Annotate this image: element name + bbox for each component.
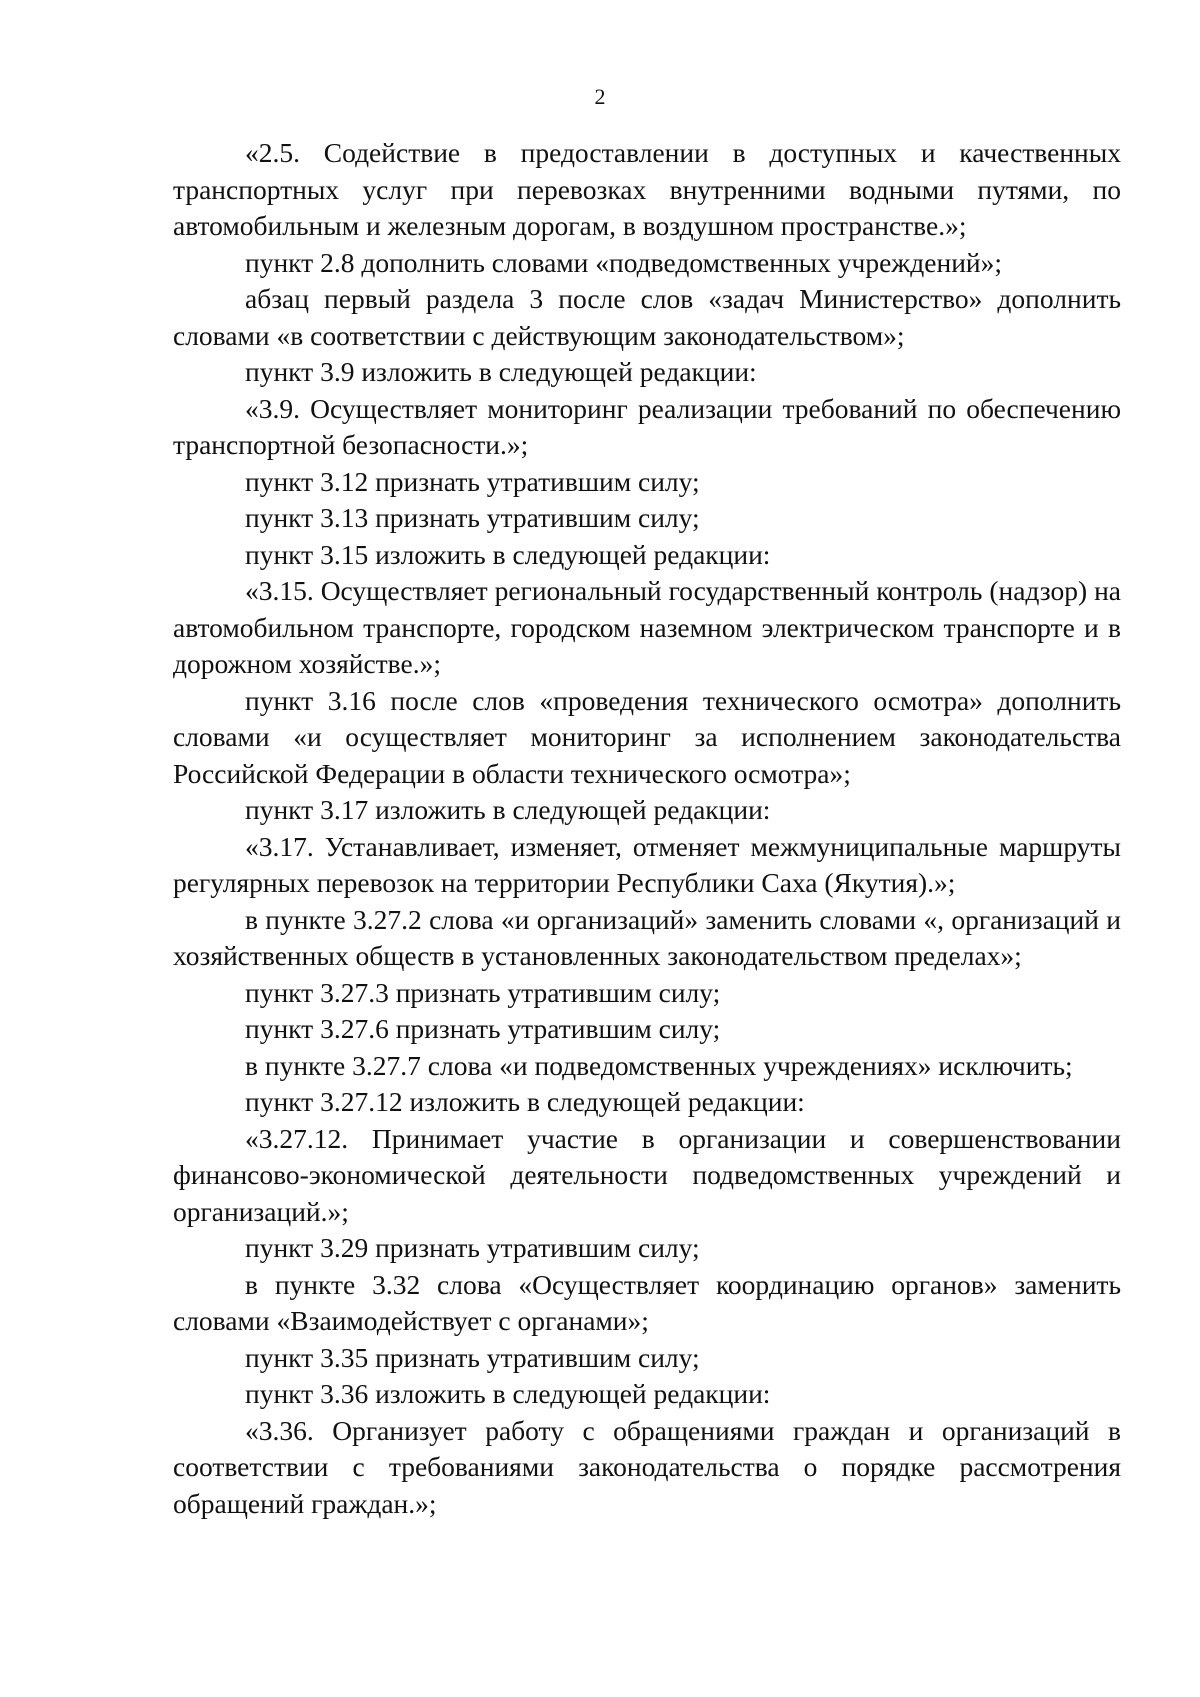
- document-body: [173, 135, 1121, 1522]
- page-number: 2: [594, 84, 606, 109]
- paragraph: пункт 2.8 дополнить словами «подведомственных учреждений»;: [245, 246, 1003, 278]
- paragraph: «3.27.12. Принимает участие в организации и совершенствовании финансово-экономической деятельности подведомственных учреждений и организаций.»;: [173, 1122, 1121, 1227]
- paragraph: в пункте 3.27.7 слова «и подведомственных учреждениях» исключить;: [245, 1049, 1073, 1081]
- paragraph: пункт 3.35 признать утратившим силу;: [245, 1341, 700, 1373]
- paragraph: «3.9. Осуществляет мониторинг реализации требований по обеспечению транспортной безопасности.»;: [173, 392, 1121, 460]
- paragraph: пункт 3.36 изложить в следующей редакции:: [245, 1378, 771, 1409]
- paragraph: «2.5. Содействие в предоставлении в доступных и качественных транспортных услуг при перевозках внутренними водными путями, по автомобильным и железным дорогам, в воздушном пространстве.»;: [173, 137, 1121, 241]
- paragraph: пункт 3.17 изложить в следующей редакции:: [245, 794, 771, 825]
- paragraph: в пункте 3.27.2 слова «и организаций» заменить словами «, организаций и хозяйственных обществ в установленных законодательством пределах»;: [173, 903, 1121, 971]
- paragraph: пункт 3.27.6 признать утратившим силу;: [245, 1013, 721, 1044]
- paragraph: пункт 3.13 признать утратившим силу;: [245, 502, 700, 533]
- paragraph: пункт 3.27.12 изложить в следующей редакции:: [245, 1086, 805, 1117]
- paragraph: в пункте 3.32 слова «Осуществляет координацию органов» заменить словами «Взаимодействует с органами»;: [173, 1268, 1121, 1336]
- paragraph: пункт 3.27.3 признать утратившим силу;: [245, 976, 721, 1008]
- paragraph: пункт 3.12 признать утратившим силу;: [245, 465, 700, 497]
- paragraph: «3.17. Устанавливает, изменяет, отменяет межмуниципальные маршруты регулярных перевозок на территории Республики Саха (Якутия).»;: [173, 830, 1121, 898]
- paragraph: пункт 3.15 изложить в следующей редакции:: [245, 538, 771, 570]
- paragraph: «3.15. Осуществляет региональный государственный контроль (надзор) на автомобильном транспорте, городском наземном электрическом транспорте и в дорожном хозяйстве.»;: [173, 575, 1121, 679]
- paragraph: «3.36. Организует работу с обращениями граждан и организаций в соответствии с требованиями законодательства о порядке рассмотрения обращений граждан.»;: [173, 1414, 1121, 1519]
- paragraph: пункт 3.9 изложить в следующей редакции:: [245, 356, 757, 387]
- paragraph: пункт 3.16 после слов «проведения технического осмотра» дополнить словами «и осуществляет мониторинг за исполнением законодательства Российской Федерации в области технического осмотра»;: [173, 684, 1121, 789]
- paragraph: абзац первый раздела 3 после слов «задач Министерство» дополнить словами «в соответствии с действующим законодательством»;: [173, 283, 1121, 351]
- paragraph: пункт 3.29 признать утратившим силу;: [245, 1232, 700, 1263]
